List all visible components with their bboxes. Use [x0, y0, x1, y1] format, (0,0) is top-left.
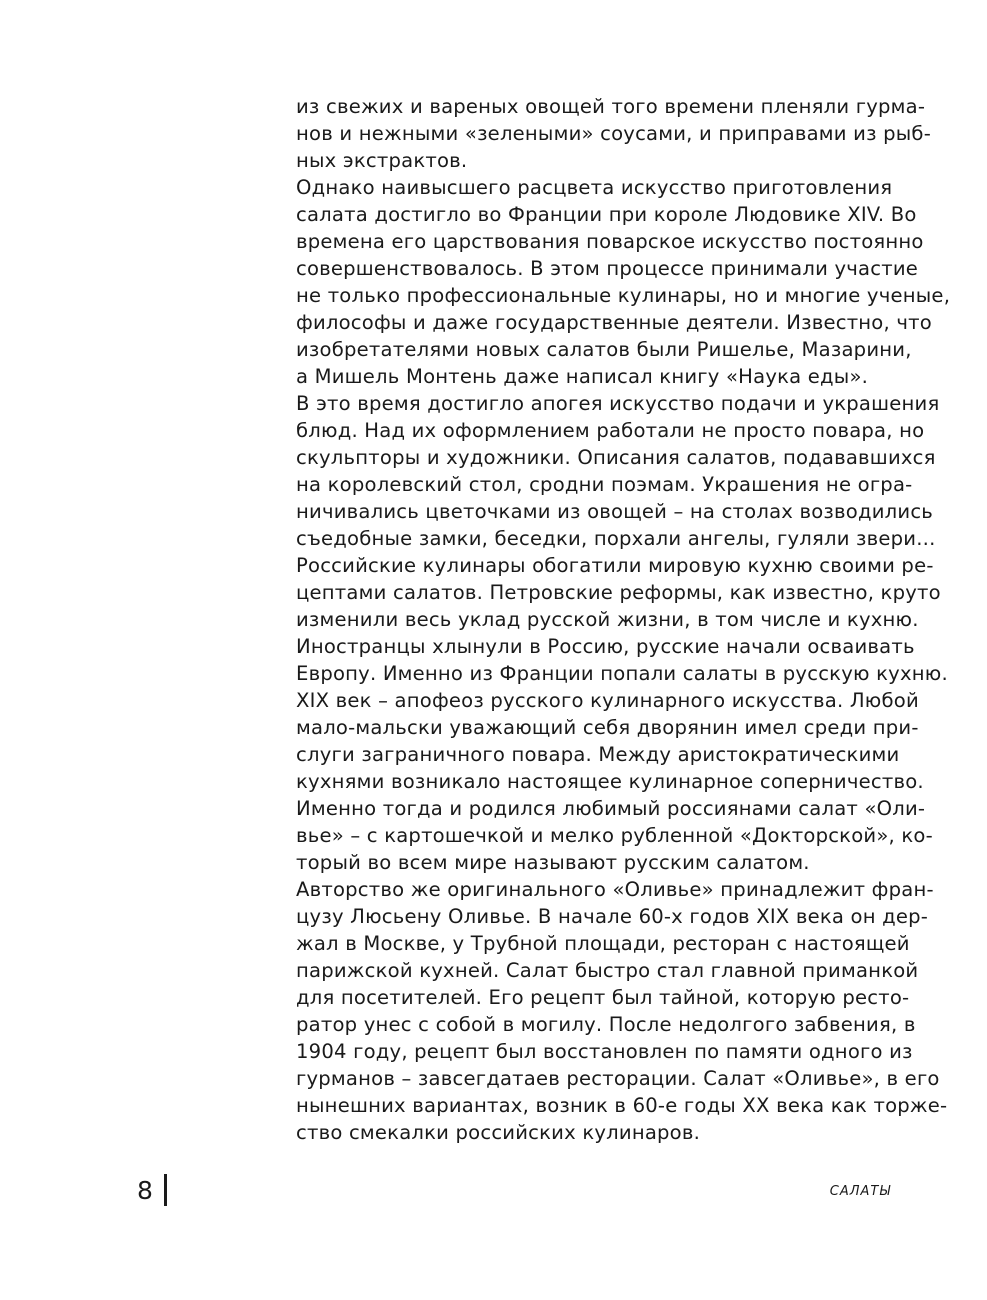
body-text [296, 93, 951, 1146]
text-line: совершенствовалось. В этом процессе принимали участие [296, 257, 919, 280]
text-line: Российские кулинары обогатили мировую кухню своими ре- [296, 554, 934, 577]
text-line: Однако наивысшего расцвета искусство приготовления [296, 176, 893, 199]
text-line: времена его царствования поварское искусство постоянно [296, 230, 924, 253]
text-line: XIX век – апофеоз русского кулинарного искусства. Любой [296, 689, 919, 712]
text-line: изобретателями новых салатов были Ришелье, Мазарини, [296, 338, 912, 361]
paragraph [296, 93, 931, 174]
paragraph [296, 552, 948, 876]
text-line: цептами салатов. Петровские реформы, как известно, круто [296, 581, 941, 604]
text-line: Именно тогда и родился любимый россиянами салат «Оли- [296, 797, 926, 820]
text-line: Европу. Именно из Франции попали салаты в русскую кухню. [296, 662, 948, 685]
paragraph [296, 876, 948, 1146]
page-number: 8 [137, 1176, 153, 1205]
text-line: салата достигло во Франции при короле Людовике XIV. Во [296, 203, 917, 226]
text-line: скульпторы и художники. Описания салатов, подававшихся [296, 446, 936, 469]
running-footer-section-title: САЛАТЫ [829, 1184, 891, 1199]
text-line: нов и нежными «зелеными» соусами, и приправами из рыб- [296, 122, 931, 145]
text-line: парижской кухней. Салат быстро стал главной приманкой [296, 959, 919, 982]
text-line: а Мишель Монтень даже написал книгу «Наука еды». [296, 365, 869, 388]
text-line: Иностранцы хлынули в Россию, русские начали осваивать [296, 635, 915, 658]
text-line: блюд. Над их оформлением работали не просто повара, но [296, 419, 925, 442]
text-line: торый во всем мире называют русским салатом. [296, 851, 810, 874]
text-line: ство смекалки российских кулинаров. [296, 1121, 701, 1144]
text-line: Авторство же оригинального «Оливье» принадлежит фран- [296, 878, 934, 901]
page-number-divider [164, 1174, 167, 1206]
text-line: мало-мальски уважающий себя дворянин имел среди при- [296, 716, 919, 739]
text-line: слуги заграничного повара. Между аристократическими [296, 743, 900, 766]
text-line: кухнями возникало настоящее кулинарное соперничество. [296, 770, 924, 793]
paragraph [296, 390, 940, 552]
text-line: для посетителей. Его рецепт был тайной, которую ресто- [296, 986, 910, 1009]
text-line: нынешних вариантах, возник в 60-е годы XX века как торже- [296, 1094, 948, 1117]
text-line: философы и даже государственные деятели. Известно, что [296, 311, 932, 334]
text-line: ных экстрактов. [296, 149, 468, 172]
text-line: цузу Люсьену Оливье. В начале 60-х годов XIX века он дер- [296, 905, 929, 928]
text-line: изменили весь уклад русской жизни, в том числе и кухню. [296, 608, 919, 631]
text-line: на королевский стол, сродни поэмам. Украшения не огра- [296, 473, 913, 496]
text-line: съедобные замки, беседки, порхали ангелы, гуляли звери... [296, 527, 936, 550]
text-line: не только профессиональные кулинары, но и многие ученые, [296, 284, 951, 307]
text-line: 1904 году, рецепт был восстановлен по памяти одного из [296, 1040, 913, 1063]
text-line: жал в Москве, у Трубной площади, ресторан с настоящей [296, 932, 910, 955]
text-line: из свежих и вареных овощей того времени пленяли гурма- [296, 95, 926, 118]
text-line: ратор унес с собой в могилу. После недолгого забвения, в [296, 1013, 916, 1036]
text-line: гурманов – завсегдатаев ресторации. Салат «Оливье», в его [296, 1067, 940, 1090]
text-line: ничивались цветочками из овощей – на столах возводились [296, 500, 934, 523]
text-line: вье» – с картошечкой и мелко рубленной «Докторской», ко- [296, 824, 933, 847]
text-line: В это время достигло апогея искусство подачи и украшения [296, 392, 940, 415]
paragraph [296, 174, 951, 390]
